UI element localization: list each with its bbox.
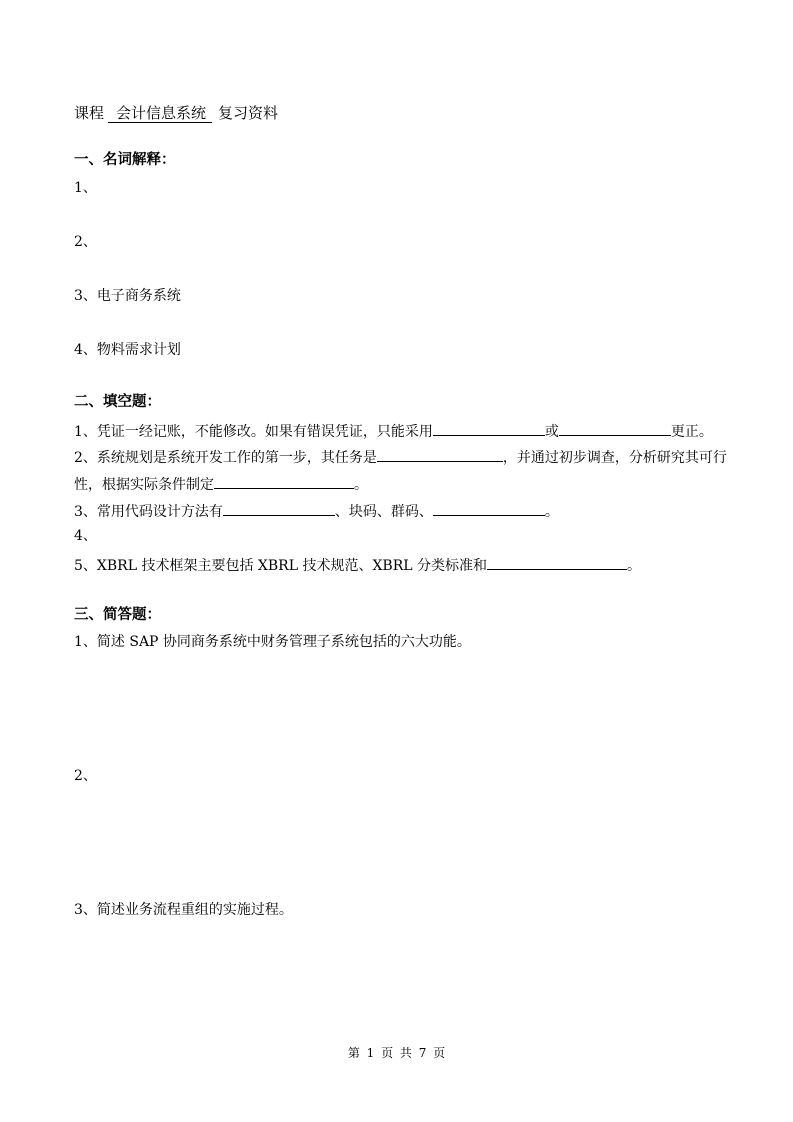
- fill-q1-text-b: 或: [544, 424, 559, 440]
- term-item-3: 3、电子商务系统: [74, 288, 181, 304]
- fill-q3-text-c: 。: [544, 504, 559, 520]
- fill-q3-blank-1[interactable]: [223, 500, 335, 516]
- term-item-2: 2、: [74, 234, 97, 250]
- short-answer-item-1: 1、简述 SAP 协同商务系统中财务管理子系统包括的六大功能。: [74, 634, 471, 650]
- fill-question-4: 4、: [74, 528, 97, 544]
- fill-q2-text-b: ，并通过初步调查，分析研究其可行: [502, 450, 727, 466]
- fill-question-1: [74, 420, 713, 441]
- fill-q2-blank-1[interactable]: [377, 446, 503, 462]
- fill-q2-cont-text-b: 。: [354, 477, 368, 493]
- fill-question-2: [74, 446, 727, 467]
- fill-q5-text-a: 5、XBRL 技术框架主要包括 XBRL 技术规范、XBRL 分类标准和: [74, 558, 487, 574]
- short-answer-item-3: 3、简述业务流程重组的实施过程。: [74, 902, 293, 918]
- fill-q1-text-c: 更正。: [670, 424, 713, 440]
- fill-q2-cont-text-a: 性，根据实际条件制定: [74, 477, 214, 493]
- fill-q3-text-a: 3、常用代码设计方法有: [74, 504, 223, 520]
- fill-q3-blank-2[interactable]: [433, 500, 545, 516]
- term-item-4: 4、物料需求计划: [74, 342, 181, 358]
- fill-q5-text-b: 。: [627, 558, 641, 574]
- fill-q1-blank-2[interactable]: [559, 420, 671, 436]
- course-name: 会计信息系统: [108, 104, 212, 123]
- fill-question-2-continued: [74, 473, 368, 494]
- fill-question-3: [74, 500, 559, 521]
- fill-q2-blank-2[interactable]: [214, 473, 354, 489]
- fill-question-5: [74, 554, 641, 575]
- fill-q5-blank-1[interactable]: [487, 554, 627, 570]
- document-title: [74, 104, 278, 122]
- term-item-1: 1、: [74, 180, 97, 196]
- section-heading-fill-blank: 二、填空题：: [74, 394, 161, 410]
- fill-q1-blank-1[interactable]: [433, 420, 545, 436]
- section-heading-short-answer: 三、简答题：: [74, 607, 161, 623]
- page-number-footer: 第 1 页 共 7 页: [347, 1046, 446, 1060]
- short-answer-item-2: 2、: [74, 768, 97, 784]
- title-suffix: 复习资料: [218, 104, 279, 122]
- section-heading-terms: 一、名词解释：: [74, 152, 176, 168]
- fill-q2-text-a: 2、系统规划是系统开发工作的第一步，其任务是: [74, 450, 377, 466]
- fill-q1-text-a: 1、凭证一经记账，不能修改。如果有错误凭证，只能采用: [74, 424, 433, 440]
- title-prefix: 课程: [74, 104, 105, 122]
- fill-q3-text-b: 、块码、群码、: [334, 504, 433, 520]
